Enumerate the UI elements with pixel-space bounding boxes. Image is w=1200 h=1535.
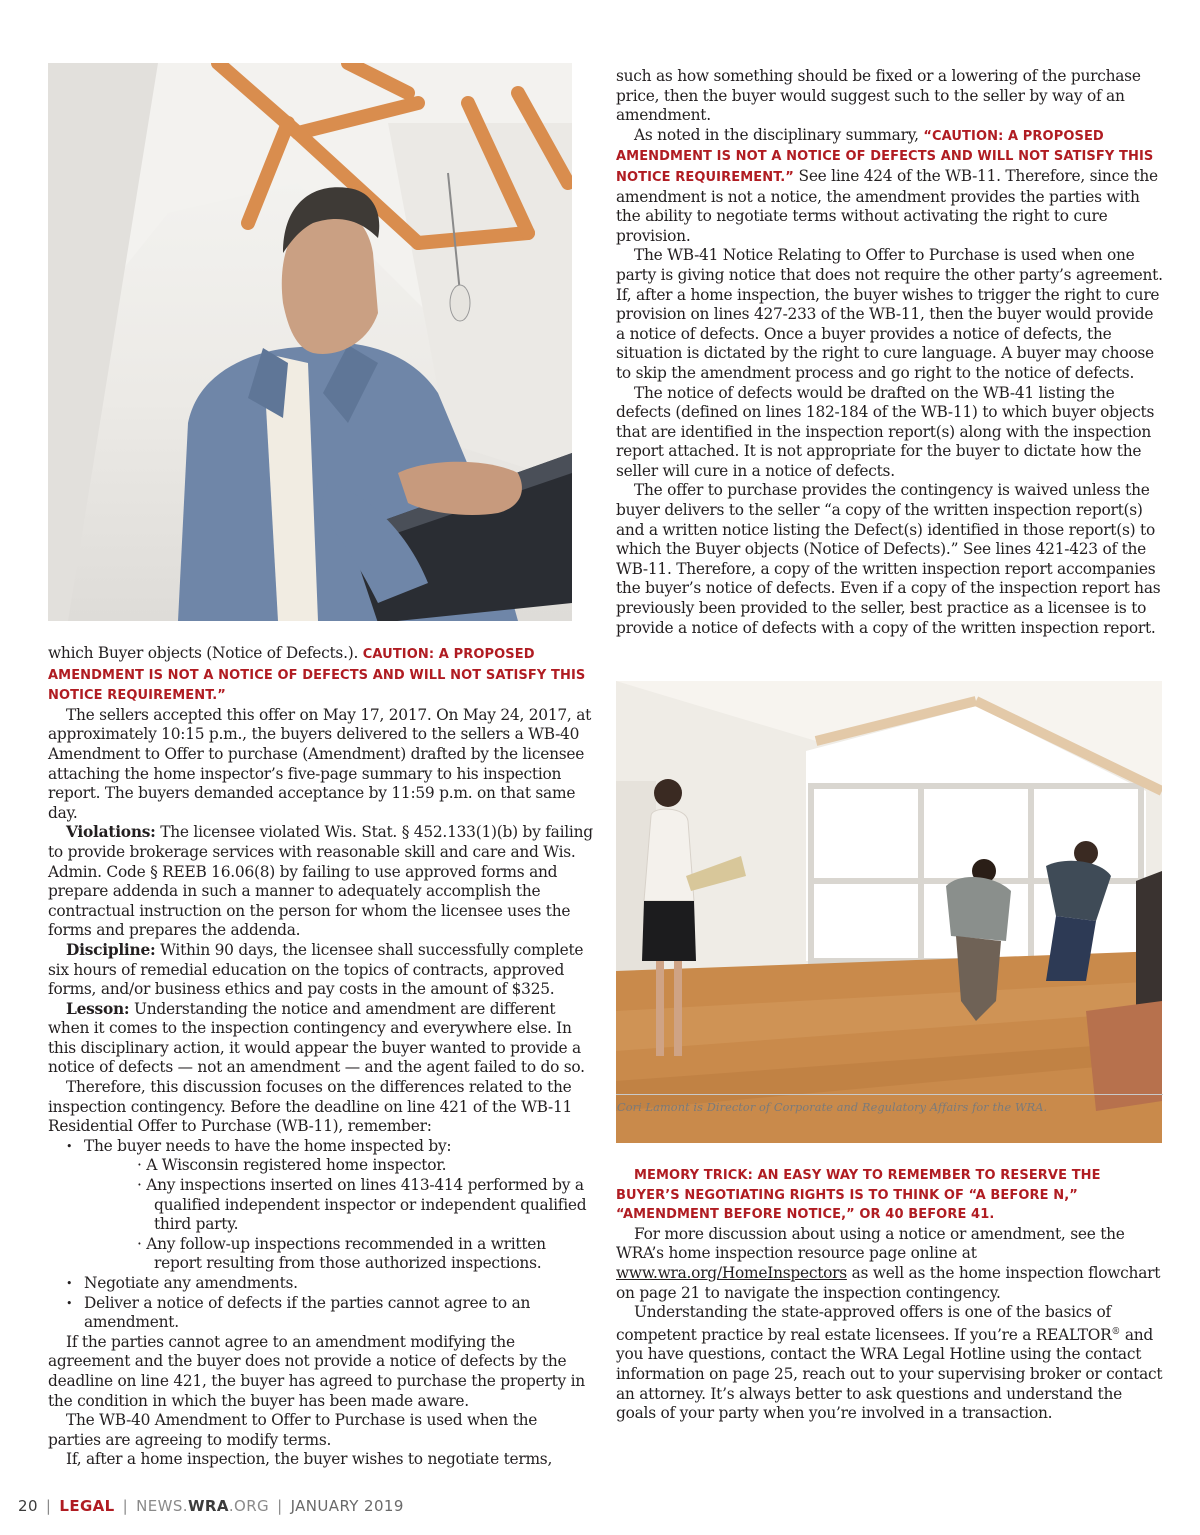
list-item: · Any follow-up inspections recommended in a written report resulting from those authorized inspections. — [137, 1234, 546, 1273]
paragraph-therefore: Therefore, this discussion focuses on the differences related to the inspection contingency. Before the deadline on line 421 of the WB-11 Residential Offer to Purchase (WB-11), remember: — [48, 1078, 573, 1136]
caution-callout: CAUTION: A PROPOSED AMENDMENT IS NOT A NOTICE OF DEFECTS AND WILL NOT SATISFY THIS NOTICE REQUIREMENT.” — [48, 647, 586, 704]
site-name-brand: WRA — [187, 1497, 229, 1515]
issue-date: JANUARY 2019 — [290, 1497, 404, 1515]
remember-list — [48, 1137, 594, 1333]
as-noted-text: As noted in the disciplinary summary, — [634, 125, 924, 144]
page-number: 20 — [18, 1497, 38, 1515]
registered-mark: ® — [1111, 1326, 1121, 1337]
paragraph-sellers-accepted: The sellers accepted this offer on May 17, 2017. On May 24, 2017, at approximately 10:15 p.m., the buyers delivered to the sellers a WB-40 Amendment to Offer to purchase (Amendment) drafted by the licensee attaching the home inspector’s five-page summary to his inspection report. The buyers demanded acceptance by 11:59 p.m. on that same day. — [48, 705, 592, 822]
home-inspectors-link[interactable]: www.wra.org/HomeInspectors — [616, 1263, 847, 1282]
understanding-text: Understanding the state-approved offers is one of the basics of competent practice by real estate licensees. If you’re a REALTOR — [616, 1303, 1112, 1344]
paragraph-objects — [48, 644, 594, 706]
paragraph-discipline — [48, 941, 594, 1000]
agent-and-buyers-in-room-photo-icon — [616, 681, 1162, 1143]
byline-divider — [616, 1094, 1163, 1095]
page-footer — [18, 1497, 404, 1515]
list-item — [48, 1137, 594, 1274]
list-item: · Any inspections inserted on lines 413-414 performed by a qualified independent inspector or independent qualified third party. — [137, 1176, 587, 1234]
site-name-suffix: .ORG — [228, 1497, 270, 1515]
inspector-sublist — [84, 1156, 594, 1274]
for-more-text-end: as well as the home inspection flowchart on page 21 to navigate the inspection contingency. — [616, 1263, 1161, 1302]
bullet-inspected-text: The buyer needs to have the home inspected by: — [84, 1136, 452, 1155]
violations-label: Violations: — [66, 823, 156, 842]
right-column-bottom — [616, 1166, 1163, 1424]
footer-separator: | — [45, 1497, 52, 1515]
violations-text: The licensee violated Wis. Stat. § 452.133(1)(b) by failing to provide brokerage services with reasonable skill and care and Wis. Admin. Code § REEB 16.06(8) by failing to use approved forms and prepare addenda in such a manner to adequately accomplish the contractual instruction on the person for whom the licensee uses the forms and prepares the addenda. — [48, 823, 593, 940]
inspector-photo — [48, 63, 572, 621]
footer-separator: | — [122, 1497, 129, 1515]
discipline-text: Within 90 days, the licensee shall successfully complete six hours of remedial education on the topics of contracts, approved forms, and/or business ethics and pay costs in the amount of $325. — [48, 940, 584, 999]
site-name-prefix: NEWS. — [136, 1497, 188, 1515]
list-item: • Negotiate any amendments. — [48, 1274, 594, 1294]
paragraph-violations — [48, 823, 594, 941]
paragraph-wb41: The WB-41 Notice Relating to Offer to Purchase is used when one party is giving notice that does not require the other party’s agreement. If, after a home inspection, the buyer wishes to trigger the right to cure provision on lines 427-233 of the WB-11, then the buyer would provide a notice of defects. Once a buyer provides a notice of defects, the situation is dictated by the right to cure language. A buyer may choose to skip the amendment process and go right to the notice of defects. — [616, 246, 1163, 382]
paragraph-if-after: If, after a home inspection, the buyer wishes to negotiate terms, — [66, 1450, 553, 1469]
right-column-top — [616, 67, 1163, 638]
paragraph-understanding — [616, 1303, 1163, 1424]
list-item: · A Wisconsin registered home inspector. — [137, 1156, 447, 1175]
objects-text: which Buyer objects (Notice of Defects.). — [48, 644, 359, 662]
discipline-label: Discipline: — [66, 940, 156, 959]
lesson-label: Lesson: — [66, 999, 130, 1018]
paragraph-drafted: The notice of defects would be drafted on the WB-41 listing the defects (defined on lines 182-184 of the WB-11) to which buyer objects that are identified in the inspection report(s) along with the inspection report attached. It is not appropriate for the buyer to dictate how the seller will cure in a notice of defects. — [616, 383, 1155, 480]
lesson-text: Understanding the notice and amendment are different when it comes to the inspection contingency and everywhere else. In this disciplinary action, it would appear the buyer wanted to provide a notice of defects — not an amendment — and the agent failed to do so. — [48, 999, 585, 1077]
author-byline: Cori Lamont is Director of Corporate and Regulatory Affairs for the WRA. — [617, 1101, 1048, 1114]
memory-trick-callout: MEMORY TRICK: AN EASY WAY TO REMEMBER TO RESERVE THE BUYER’S NEGOTIATING RIGHTS IS TO THINK OF “A BEFORE N,” “AMENDMENT BEFORE NOTICE,” OR 40 BEFORE 41. — [616, 1168, 1101, 1223]
caution-quote: “CAUTION: A PROPOSED AMENDMENT IS NOT A NOTICE OF DEFECTS AND WILL NOT SATISFY THIS NOTICE REQUIREMENT.” — [616, 128, 1154, 185]
paragraph-lesson — [48, 1000, 594, 1078]
room-photo — [616, 681, 1162, 1143]
section-label: LEGAL — [59, 1497, 115, 1515]
list-item: • Deliver a notice of defects if the parties cannot agree to an amendment. — [48, 1294, 594, 1333]
paragraph-as-noted — [616, 126, 1163, 247]
paragraph-if-parties: If the parties cannot agree to an amendment modifying the agreement and the buyer does not provide a notice of defects by the deadline on line 421, the buyer has agreed to purchase the property in the condition in which the buyer has been made aware. — [48, 1332, 585, 1410]
paragraph-offer: The offer to purchase provides the contingency is waived unless the buyer delivers to the seller “a copy of the written inspection report(s) and a written notice listing the Defect(s) identified in those report(s) to which the Buyer objects (Notice of Defects).” See lines 421-423 of the WB-11. Therefore, a copy of the written inspection report accompanies the buyer’s notice of defects. Even if a copy of the inspection report has previously been provided to the seller, best practice as a licensee is to provide a notice of defects with a copy of the written inspection report. — [616, 481, 1161, 637]
for-more-text: For more discussion about using a notice or amendment, see the WRA’s home inspection resource page online at — [616, 1224, 1125, 1263]
as-noted-text-end: See line 424 of the WB-11. Therefore, since the amendment is not a notice, the amendment provides the parties with the ability to negotiate terms without activating the right to cure provision. — [616, 166, 1158, 245]
paragraph-continued: such as how something should be fixed or a lowering of the purchase price, then the buyer would suggest such to the seller by way of an amendment. — [616, 67, 1141, 125]
left-column — [48, 644, 594, 1470]
man-with-laptop-photo-icon — [48, 63, 572, 621]
paragraph-for-more — [616, 1225, 1163, 1303]
footer-separator: | — [277, 1497, 283, 1515]
understanding-text-end: and you have questions, contact the WRA Legal Hotline using the contact information on page 25, reach out to your supervising broker or contact an attorney. It’s always better to ask questions and understand the goals of your party when you’re involved in a transaction. — [616, 1325, 1163, 1423]
paragraph-wb40: The WB-40 Amendment to Offer to Purchase is used when the parties are agreeing to modify terms. — [48, 1411, 538, 1449]
